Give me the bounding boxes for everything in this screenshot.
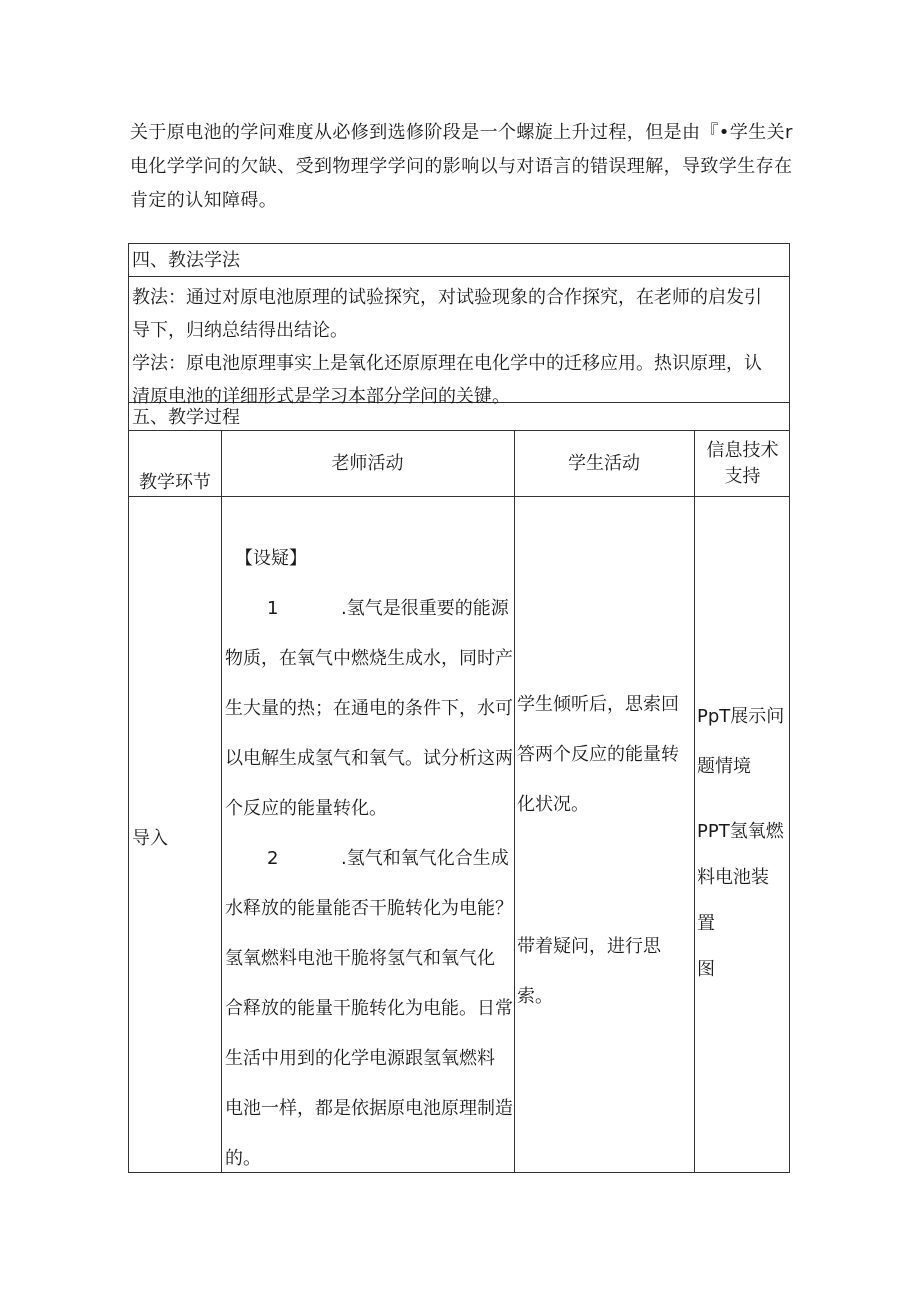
teacher-item2-first bbox=[225, 834, 515, 884]
section5-title: 五、教学过程 bbox=[132, 407, 240, 428]
teacher-line: 生活中用到的化学电源跟氢氧燃料 bbox=[225, 1048, 495, 1069]
info-line: PpT展示问 bbox=[697, 706, 785, 727]
student-line: 化状况。 bbox=[517, 794, 589, 815]
item-number: 1 bbox=[267, 598, 279, 619]
header-stage: 教学环节 bbox=[139, 472, 211, 493]
teacher-line: 的。 bbox=[225, 1148, 261, 1169]
intro-line: 关于原电池的学问难度从必修到选修阶段是一个螺旋上升过程，但是由『•学生关r bbox=[130, 122, 793, 143]
header-divider bbox=[129, 496, 789, 497]
teacher-line: 水释放的能量能否干脆转化为电能？ bbox=[225, 898, 513, 919]
methods-line: 教法：通过对原电池原理的试验探究，对试验现象的合作探究，在老师的启发引 bbox=[132, 287, 762, 308]
methods-line: 学法：原电池原理事实上是氧化还原原理在电化学中的迁移应用。热识原理，认 bbox=[132, 353, 762, 374]
info-support-1 bbox=[697, 692, 792, 792]
teacher-line: .氢气和氧气化合生成 bbox=[341, 848, 509, 869]
intro-line: 电化学学问的欠缺、受到物理学学问的影响以与对语言的错误理解，导致学生存在 bbox=[130, 156, 793, 177]
info-line: 题情境 bbox=[697, 756, 751, 777]
teacher-line: 电池一样，都是依据原电池原理制造 bbox=[225, 1098, 513, 1119]
header-info bbox=[694, 438, 791, 490]
teacher-line: .氢气是很重要的能源 bbox=[341, 598, 509, 619]
student-line: 答两个反应的能量转 bbox=[517, 744, 679, 765]
teacher-line: 合释放的能量干脆转化为电能。日常 bbox=[225, 998, 513, 1019]
teacher-heading: 【设疑】 bbox=[235, 548, 307, 569]
methods-row bbox=[129, 277, 789, 407]
teacher-line: 个反应的能量转化。 bbox=[225, 798, 387, 819]
header-student: 学生活动 bbox=[568, 453, 640, 474]
intro-line: 肯定的认知障碍。 bbox=[130, 190, 278, 211]
teacher-line: 氢氧燃料电池干脆将氢气和氧气化 bbox=[225, 948, 495, 969]
student-line: 索。 bbox=[517, 986, 553, 1007]
teacher-line: 以电解生成氢气和氧气。试分析这两 bbox=[225, 748, 513, 769]
student-line: 带着疑问，进行思 bbox=[517, 936, 661, 957]
info-line: 料电池装 bbox=[697, 867, 769, 888]
info-support-2 bbox=[697, 809, 792, 993]
info-line: 图 bbox=[697, 959, 715, 980]
methods-line: 清原电池的详细形式是学习本部分学问的关键。 bbox=[132, 386, 510, 407]
methods-line: 导下，归纳总结得出结论。 bbox=[132, 320, 348, 341]
student-activity-1 bbox=[517, 680, 697, 830]
section4-row bbox=[129, 244, 789, 277]
section4-title: 四、教法学法 bbox=[132, 250, 240, 271]
student-activity-2 bbox=[517, 922, 697, 1022]
stage-label: 导入 bbox=[132, 828, 168, 849]
methods-text bbox=[132, 281, 784, 413]
column-divider bbox=[221, 431, 222, 1172]
header-info-line: 信息技术 bbox=[706, 440, 779, 461]
teacher-line: 生大量的热；在通电的条件下，水可 bbox=[225, 698, 513, 719]
student-line: 学生倾听后，思索回 bbox=[517, 694, 679, 715]
section5-row bbox=[129, 403, 789, 431]
header-info-line: 支持 bbox=[724, 466, 761, 487]
info-line: PPT氢氧燃 bbox=[697, 821, 784, 842]
info-line: 置 bbox=[697, 913, 715, 934]
teacher-item1-first bbox=[225, 584, 515, 634]
teacher-activity bbox=[225, 534, 515, 1184]
lesson-table bbox=[128, 243, 790, 1173]
header-teacher: 老师活动 bbox=[331, 453, 404, 474]
item-number: 2 bbox=[267, 848, 279, 869]
teacher-line: 物质，在氧气中燃烧生成水，同时产 bbox=[225, 648, 513, 669]
intro-paragraph bbox=[130, 116, 794, 218]
